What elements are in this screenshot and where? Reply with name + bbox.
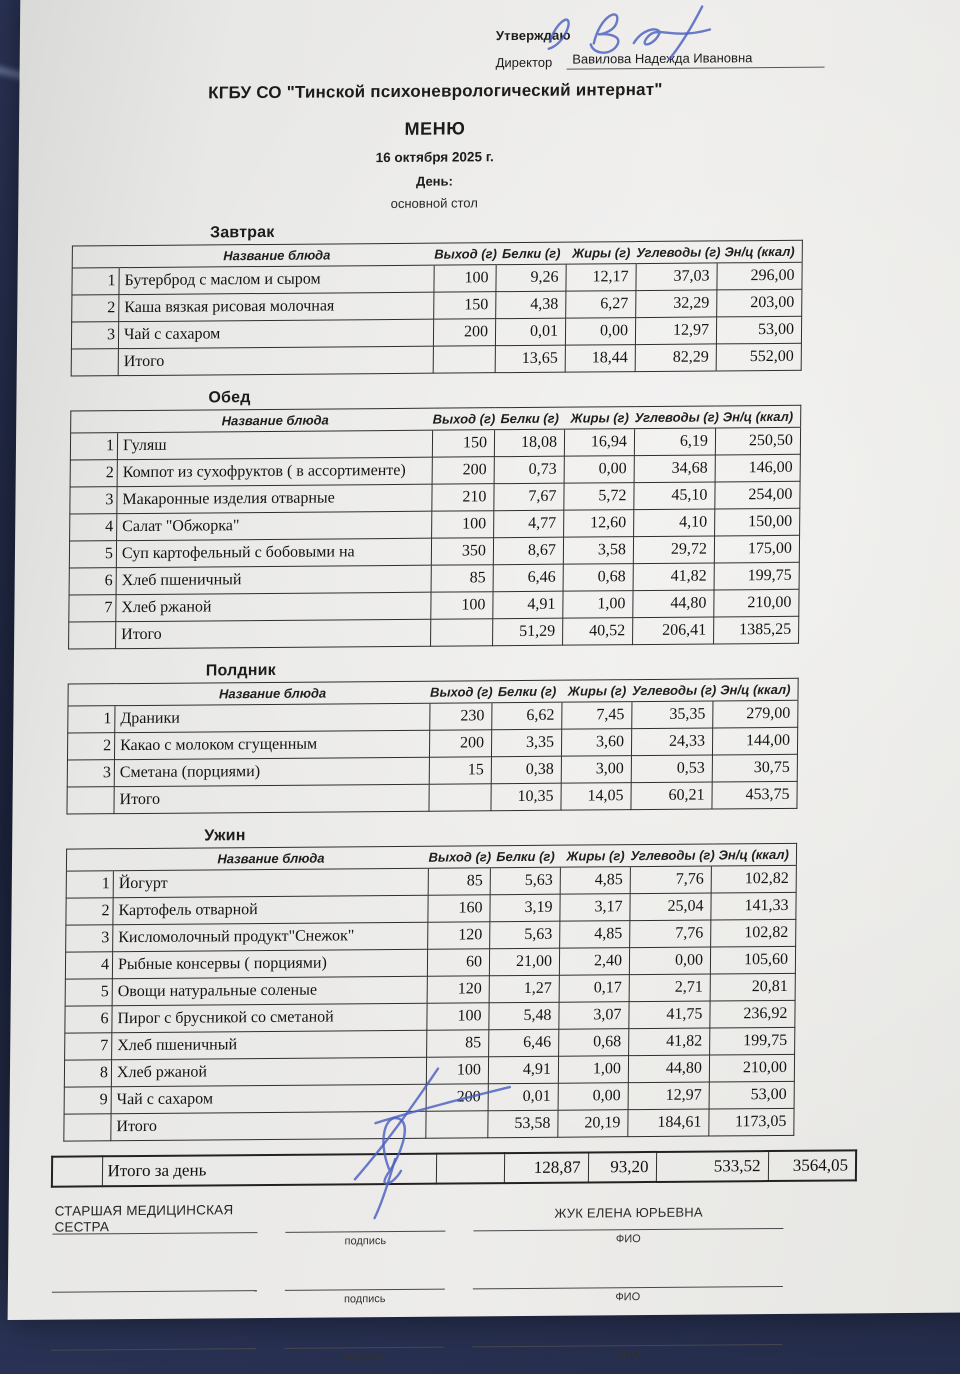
grand-total-label: Итого за день (102, 1154, 436, 1187)
carbs-cell: 41,75 (629, 1001, 710, 1029)
protein-cell: 4,38 (496, 291, 566, 319)
signature-line (285, 1231, 445, 1233)
protein-cell: 53,58 (488, 1110, 558, 1138)
column-header-carbs: Углеводы (г) (632, 679, 713, 702)
protein-cell: 0,01 (488, 1083, 558, 1111)
menu-document-sheet (8, 0, 960, 1364)
energy-cell: 210,00 (714, 589, 799, 617)
director-name: Вавилова Надежда Ивановна (566, 50, 824, 70)
day-value: основной стол (390, 195, 478, 211)
output-cell (429, 784, 491, 811)
column-header-protein: Белки (г) (490, 845, 560, 868)
dish-name-cell: Хлеб пшеничный (112, 1030, 427, 1059)
energy-cell: 141,33 (711, 892, 796, 920)
carbs-cell: 0,00 (629, 947, 710, 975)
carbs-cell: 29,72 (633, 536, 714, 564)
fat-cell: 3,07 (559, 1002, 629, 1030)
carbs-cell: 4,10 (634, 509, 715, 537)
fio-caption: ФИО (615, 1233, 641, 1246)
fat-cell: 20,19 (558, 1110, 628, 1138)
signature-line (285, 1289, 445, 1291)
output-cell: 200 (429, 730, 491, 757)
output-cell: 15 (429, 757, 491, 784)
carbs-cell: 44,80 (633, 590, 714, 618)
carbs-cell: 35,35 (632, 701, 713, 729)
carbs-cell: 12,97 (628, 1082, 709, 1110)
fat-cell: 2,40 (559, 948, 629, 976)
total-label-cell: Итого (111, 1111, 426, 1140)
fat-cell: 3,00 (561, 756, 631, 784)
menu-table (68, 405, 801, 650)
row-number-cell: 3 (66, 925, 113, 952)
carbs-cell: 0,53 (631, 755, 712, 783)
output-cell: 230 (430, 703, 492, 730)
carbs-cell: 7,76 (630, 866, 711, 894)
fat-cell: 4,85 (560, 867, 630, 895)
row-number-cell: 7 (69, 595, 116, 622)
fio-cell-1 (473, 1198, 784, 1254)
fio-caption: ФИО (614, 1349, 640, 1362)
row-number-cell: 9 (64, 1087, 111, 1114)
sign-caption: подпись (343, 1351, 386, 1364)
column-header-empty (72, 246, 119, 268)
fat-cell: 12,60 (564, 510, 634, 538)
signature-line (473, 1228, 783, 1231)
carbs-cell: 206,41 (633, 617, 714, 645)
dish-name-cell: Суп картофельный с бобовыми на (116, 538, 431, 567)
column-header-out: Выход (г) (434, 243, 496, 265)
energy-cell: 199,75 (710, 1027, 795, 1055)
total-label-cell: Итого (118, 346, 433, 375)
energy-cell: 30,75 (712, 754, 797, 782)
sign-cell-3 (284, 1317, 445, 1372)
fat-cell: 7,45 (562, 702, 632, 730)
column-header-fat: Жиры (г) (560, 845, 630, 868)
carbs-cell: 184,61 (628, 1109, 709, 1137)
dish-name-cell: Макаронные изделия отварные (117, 484, 432, 513)
protein-cell: 21,00 (489, 948, 559, 976)
row-number-cell: 2 (70, 460, 117, 487)
protein-cell: 3,19 (490, 894, 560, 922)
energy-cell: 20,81 (710, 973, 795, 1001)
column-header-out: Выход (г) (430, 681, 492, 703)
fat-cell: 3,17 (560, 894, 630, 922)
fat-cell: 0,00 (565, 318, 635, 346)
fio-cell-3 (472, 1314, 783, 1370)
column-header-carbs: Углеводы (г) (635, 406, 716, 429)
column-header-energy: Эн/ц (ккал) (716, 405, 801, 428)
menu-table (63, 843, 797, 1142)
carbs-cell: 12,97 (635, 317, 716, 345)
row-number-cell: 5 (65, 979, 112, 1006)
row-number-cell: 1 (66, 871, 113, 898)
output-cell (431, 619, 493, 646)
column-header-fat: Жиры (г) (565, 407, 635, 430)
dish-name-cell: Салат "Обжорка" (117, 511, 432, 540)
output-cell: 350 (431, 538, 493, 565)
section-title: Полдник (205, 661, 277, 680)
director-label: Директор (495, 54, 553, 71)
fat-cell: 0,00 (564, 456, 634, 484)
output-cell: 210 (432, 484, 494, 511)
section-total-row (64, 1108, 794, 1141)
fat-cell: 16,94 (564, 429, 634, 457)
output-cell: 150 (434, 292, 496, 319)
row-number-cell: 2 (66, 898, 113, 925)
energy-cell: 102,82 (711, 919, 796, 947)
output-cell: 120 (428, 922, 490, 949)
fat-cell: 18,44 (565, 345, 635, 373)
column-header-carbs: Углеводы (г) (630, 844, 711, 867)
energy-cell: 250,50 (715, 427, 800, 455)
row-number-cell: 7 (65, 1033, 112, 1060)
carbs-cell: 2,71 (629, 974, 710, 1002)
menu-section (59, 219, 890, 377)
dish-name-cell: Какао с молоком сгущенным (114, 730, 429, 759)
row-number-cell: 4 (70, 514, 117, 541)
protein-cell: 4,77 (494, 510, 564, 538)
grand-energy-cell: 3564,05 (768, 1150, 856, 1181)
dish-name-cell: Хлеб пшеничный (116, 565, 431, 594)
output-cell: 200 (426, 1084, 488, 1111)
fat-cell: 3,58 (563, 537, 633, 565)
row-number-cell: 2 (72, 295, 119, 322)
grand-total-row (52, 1150, 856, 1186)
protein-cell: 13,65 (495, 345, 565, 373)
grand-signature-cell (436, 1153, 504, 1184)
section-total-row (69, 616, 799, 649)
carbs-cell: 41,82 (629, 1028, 710, 1056)
dish-name-cell: Пирог с брусникой со сметаной (112, 1003, 427, 1032)
carbs-cell: 82,29 (635, 344, 716, 372)
row-number-cell: 1 (72, 268, 119, 295)
dish-name-cell: Бутерброд с маслом и сыром (119, 265, 434, 294)
output-cell: 85 (431, 565, 493, 592)
total-label-cell: Итого (114, 784, 429, 813)
energy-cell: 53,00 (709, 1081, 794, 1109)
dish-name-cell: Картофель отварной (113, 895, 428, 924)
approval-block (496, 26, 825, 71)
output-cell: 85 (428, 868, 490, 895)
dish-name-cell: Чай с сахаром (111, 1084, 426, 1113)
menu-section (51, 822, 884, 1142)
output-cell: 160 (428, 895, 490, 922)
dish-name-cell: Хлеб ржаной (111, 1057, 426, 1086)
energy-cell: 199,75 (714, 562, 799, 590)
energy-cell: 236,92 (710, 1000, 795, 1028)
protein-cell: 0,73 (494, 456, 564, 484)
column-header-out: Выход (г) (428, 846, 490, 868)
fat-cell: 0,00 (558, 1083, 628, 1111)
column-header-protein: Белки (г) (495, 407, 565, 430)
sign-cell-1 (285, 1201, 446, 1256)
row-number-cell: 3 (70, 487, 117, 514)
carbs-cell: 7,76 (630, 920, 711, 948)
protein-cell: 7,67 (494, 483, 564, 511)
fat-cell: 0,68 (559, 1029, 629, 1057)
column-header-out: Выход (г) (433, 408, 495, 430)
protein-cell: 5,48 (489, 1002, 559, 1030)
signature-line (51, 1348, 256, 1351)
blank-cell-3 (51, 1318, 257, 1374)
protein-cell: 6,46 (489, 1029, 559, 1057)
energy-cell: 453,75 (712, 781, 797, 809)
row-number-cell: 2 (67, 733, 114, 760)
energy-cell: 102,82 (711, 865, 796, 893)
protein-cell: 6,46 (493, 564, 563, 592)
fat-cell: 40,52 (563, 618, 633, 646)
fat-cell: 4,85 (560, 921, 630, 949)
section-title: Ужин (204, 827, 246, 845)
menu-table (66, 678, 798, 815)
section-title: Обед (208, 389, 251, 407)
output-cell: 60 (427, 949, 489, 976)
energy-cell: 552,00 (716, 343, 801, 371)
fat-cell: 3,60 (561, 729, 631, 757)
protein-cell: 10,35 (491, 783, 561, 811)
output-cell: 85 (427, 1030, 489, 1057)
section-total-row (67, 781, 797, 814)
energy-cell: 175,00 (714, 535, 799, 563)
column-header-empty (68, 684, 115, 706)
fio-cell-2 (473, 1256, 784, 1312)
output-cell: 100 (434, 265, 496, 292)
protein-cell: 9,26 (496, 264, 566, 292)
column-header-name: Название блюда (118, 408, 433, 432)
fat-cell: 12,17 (566, 264, 636, 292)
column-header-energy: Эн/ц (ккал) (717, 240, 802, 263)
sign-cell-2 (285, 1259, 446, 1314)
menu-table (71, 240, 803, 377)
grand-total-table (51, 1149, 857, 1187)
grand-carbs-cell: 533,52 (656, 1151, 768, 1182)
sign-caption: подпись (343, 1293, 386, 1306)
energy-cell: 1173,05 (709, 1108, 794, 1136)
dish-name-cell: Хлеб ржаной (116, 592, 431, 621)
fat-cell: 0,68 (563, 564, 633, 592)
position-title: СТАРШАЯ МЕДИЦИНСКАЯ СЕСТРА (54, 1201, 234, 1235)
row-number-cell: 5 (69, 541, 116, 568)
section-total-row (71, 343, 801, 376)
protein-cell: 3,35 (491, 729, 561, 757)
signature-line (284, 1347, 444, 1349)
total-label-cell: Итого (116, 619, 431, 648)
carbs-cell: 60,21 (631, 782, 712, 810)
carbs-cell: 24,33 (631, 728, 712, 756)
grand-empty-cell (52, 1156, 102, 1186)
fat-cell: 1,00 (563, 591, 633, 619)
document-title: МЕНЮ (404, 118, 466, 139)
position-signature-cell (52, 1202, 258, 1258)
energy-cell: 53,00 (716, 316, 801, 344)
row-number-cell: 1 (68, 706, 115, 733)
output-cell (433, 346, 495, 373)
energy-cell: 144,00 (712, 727, 797, 755)
column-header-energy: Эн/ц (ккал) (711, 843, 796, 866)
menu-date: 16 октября 2025 г. (375, 149, 494, 166)
title-block (104, 79, 765, 213)
row-number-cell: 6 (65, 1006, 112, 1033)
row-number-cell: 8 (64, 1060, 111, 1087)
protein-cell: 4,91 (493, 591, 563, 619)
signature-line (52, 1290, 257, 1293)
output-cell: 100 (431, 592, 493, 619)
column-header-empty (66, 849, 113, 871)
energy-cell: 254,00 (715, 481, 800, 509)
row-number-cell (64, 1114, 111, 1141)
fat-cell: 5,72 (564, 483, 634, 511)
menu-section (56, 384, 888, 650)
nurse-name: ЖУК ЕЛЕНА ЮРЬЕВНА (554, 1204, 703, 1221)
carbs-cell: 45,10 (634, 482, 715, 510)
output-cell: 200 (433, 319, 495, 346)
dish-name-cell: Йогурт (113, 868, 428, 897)
energy-cell: 203,00 (717, 289, 802, 317)
energy-cell: 105,60 (710, 946, 795, 974)
protein-cell: 5,63 (490, 921, 560, 949)
energy-cell: 296,00 (717, 262, 802, 290)
energy-cell: 150,00 (715, 508, 800, 536)
protein-cell: 0,01 (495, 318, 565, 346)
output-cell: 100 (426, 1057, 488, 1084)
sections (51, 219, 890, 1142)
signature-footer (51, 1198, 798, 1374)
signature-line (473, 1286, 783, 1289)
row-number-cell: 3 (71, 322, 118, 349)
fat-cell: 6,27 (566, 291, 636, 319)
row-number-cell (67, 787, 114, 814)
column-header-name: Название блюда (113, 846, 428, 870)
organization-name: КГБУ СО "Тинской психоневрологический интернат" (208, 79, 663, 103)
fat-cell: 14,05 (561, 783, 631, 811)
blank-cell-2 (52, 1260, 258, 1316)
dish-name-cell: Компот из сухофруктов ( в ассортименте) (117, 457, 432, 486)
row-number-cell: 3 (67, 760, 114, 787)
column-header-name: Название блюда (115, 681, 430, 705)
grand-protein-cell: 128,87 (504, 1152, 588, 1183)
dish-name-cell: Чай с сахаром (118, 319, 433, 348)
fat-cell: 0,17 (559, 975, 629, 1003)
dish-name-cell: Овощи натуральные соленые (112, 976, 427, 1005)
dish-name-cell: Гуляш (117, 430, 432, 459)
fat-cell: 1,00 (558, 1056, 628, 1084)
row-number-cell: 1 (70, 433, 117, 460)
protein-cell: 6,62 (492, 702, 562, 730)
energy-cell: 1385,25 (714, 616, 799, 644)
column-header-name: Название блюда (119, 243, 434, 267)
dish-name-cell: Рыбные консервы ( порциями) (112, 949, 427, 978)
signature-line (472, 1344, 782, 1347)
carbs-cell: 41,82 (633, 563, 714, 591)
approve-label: Утверждаю (495, 27, 571, 44)
carbs-cell: 25,04 (630, 893, 711, 921)
section-title: Завтрак (209, 223, 275, 242)
output-cell: 120 (427, 976, 489, 1003)
column-header-carbs: Углеводы (г) (636, 241, 717, 264)
output-cell: 200 (432, 457, 494, 484)
row-number-cell: 6 (69, 568, 116, 595)
column-header-energy: Эн/ц (ккал) (713, 678, 798, 701)
carbs-cell: 37,03 (636, 263, 717, 291)
row-number-cell (69, 622, 116, 649)
protein-cell: 5,63 (490, 867, 560, 895)
carbs-cell: 44,80 (628, 1055, 709, 1083)
energy-cell: 279,00 (713, 700, 798, 728)
carbs-cell: 6,19 (634, 428, 715, 456)
column-header-empty (71, 411, 118, 433)
energy-cell: 146,00 (715, 454, 800, 482)
output-cell: 100 (432, 511, 494, 538)
grand-fat-cell: 93,20 (588, 1152, 656, 1183)
carbs-cell: 34,68 (634, 455, 715, 483)
column-header-fat: Жиры (г) (562, 680, 632, 703)
protein-cell: 1,27 (489, 975, 559, 1003)
protein-cell: 4,91 (488, 1056, 558, 1084)
protein-cell: 8,67 (493, 537, 563, 565)
protein-cell: 0,38 (491, 756, 561, 784)
row-number-cell: 4 (65, 952, 112, 979)
protein-cell: 51,29 (493, 618, 563, 646)
column-header-protein: Белки (г) (492, 680, 562, 703)
column-header-fat: Жиры (г) (566, 242, 636, 265)
column-header-protein: Белки (г) (496, 242, 566, 265)
row-number-cell (71, 349, 118, 376)
carbs-cell: 32,29 (636, 290, 717, 318)
dish-name-cell: Каша вязкая рисовая молочная (119, 292, 434, 321)
dish-name-cell: Драники (115, 703, 430, 732)
output-cell: 100 (427, 1003, 489, 1030)
dish-name-cell: Кисломолочный продукт"Снежок" (113, 922, 428, 951)
day-label: День: (416, 173, 453, 189)
sign-caption: подпись (344, 1235, 387, 1248)
energy-cell: 210,00 (709, 1054, 794, 1082)
dish-name-cell: Сметана (порциями) (114, 757, 429, 786)
protein-cell: 18,08 (494, 429, 564, 457)
output-cell (426, 1111, 488, 1138)
output-cell: 150 (432, 430, 494, 457)
menu-section (54, 657, 885, 815)
fio-caption: ФИО (615, 1291, 641, 1304)
